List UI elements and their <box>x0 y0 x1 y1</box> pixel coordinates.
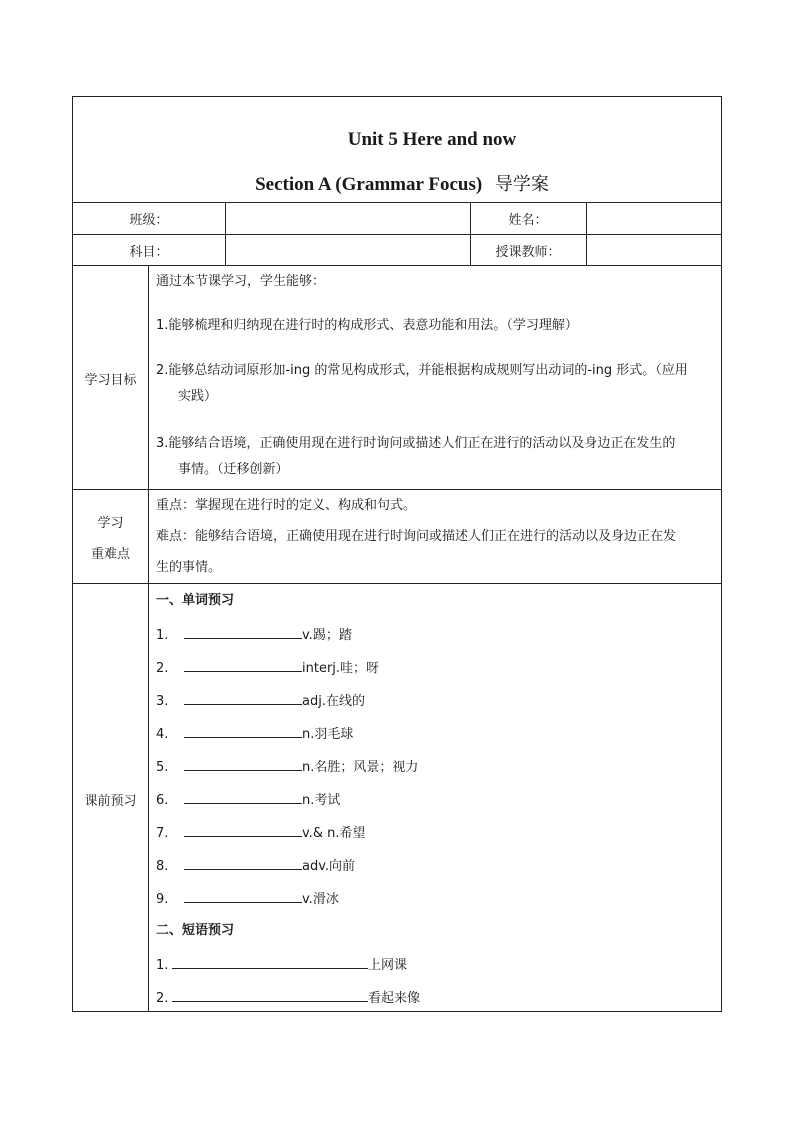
class-label: 班级： <box>129 213 169 228</box>
phrase-item <box>156 988 420 1008</box>
word-item <box>156 889 339 909</box>
word-item <box>156 790 340 810</box>
word-item-number: 6. <box>156 793 169 808</box>
word-item-meaning: v.& n.希望 <box>302 826 366 841</box>
phrase-item-meaning: 看起来像 <box>368 991 421 1006</box>
word-item-meaning: interj.哇；呀 <box>302 661 380 676</box>
page-title: Unit 5 Here and now <box>347 129 517 150</box>
word-item-meaning: n.羽毛球 <box>302 727 354 742</box>
keypoints-label-line2: 重难点 <box>90 547 130 562</box>
phrase-answer-blank[interactable] <box>172 955 368 969</box>
word-item <box>156 625 352 645</box>
objectives-label: 学习目标 <box>84 373 137 388</box>
word-item-meaning: adv.向前 <box>302 859 356 874</box>
preview-label: 课前预习 <box>84 794 137 809</box>
word-answer-blank[interactable] <box>184 757 302 771</box>
objectives-intro: 通过本节课学习，学生能够： <box>156 274 326 289</box>
phrase-item-number: 1. <box>156 958 169 973</box>
section-phrase-preview-title: 二、短语预习 <box>156 923 235 938</box>
word-answer-blank[interactable] <box>184 823 302 837</box>
keypoints-label-line1: 学习 <box>97 516 124 531</box>
word-item-number: 7. <box>156 826 169 841</box>
word-item-meaning: v.踢；踏 <box>302 628 352 643</box>
page-subtitle <box>73 170 721 196</box>
objective-item-3: 3.能够结合语境，正确使用现在进行时询问或描述人们正在进行的活动以及身边正在发生的 <box>156 436 676 451</box>
teacher-label: 授课教师： <box>495 245 561 260</box>
name-field[interactable] <box>587 203 721 234</box>
word-answer-blank[interactable] <box>184 625 302 639</box>
col-divider <box>148 265 149 1012</box>
row-divider <box>73 489 721 490</box>
word-item-number: 8. <box>156 859 169 874</box>
objective-item-1: 1.能够梳理和归纳现在进行时的构成形式、表意功能和用法。（学习理解） <box>156 318 578 333</box>
row-divider <box>73 265 721 266</box>
phrase-item-meaning: 上网课 <box>368 958 408 973</box>
word-answer-blank[interactable] <box>184 691 302 705</box>
phrase-answer-blank[interactable] <box>172 988 368 1002</box>
word-item-number: 4. <box>156 727 169 742</box>
word-item-number: 1. <box>156 628 169 643</box>
word-item <box>156 757 418 777</box>
word-item-meaning: n.考试 <box>302 793 341 808</box>
teacher-field[interactable] <box>587 235 721 265</box>
word-answer-blank[interactable] <box>184 724 302 738</box>
subtitle-cn: 导学案 <box>494 174 549 195</box>
class-field[interactable] <box>226 203 470 234</box>
word-item-meaning: n.名胜；风景；视力 <box>302 760 419 775</box>
key-difficulty: 难点：能够结合语境，正确使用现在进行时询问或描述人们正在进行的活动以及身边正在发 <box>156 529 677 544</box>
word-item <box>156 823 365 843</box>
phrase-item-number: 2. <box>156 991 169 1006</box>
name-label: 姓名： <box>508 213 548 228</box>
word-answer-blank[interactable] <box>184 889 302 903</box>
subtitle-en: Section A (Grammar Focus) <box>255 174 483 195</box>
section-word-preview-title: 一、单词预习 <box>156 593 235 608</box>
phrase-item <box>156 955 407 975</box>
word-item-number: 2. <box>156 661 169 676</box>
word-item-number: 3. <box>156 694 169 709</box>
word-item-meaning: adj.在线的 <box>302 694 365 709</box>
objective-item-2: 2.能够总结动词原形加-ing 的常见构成形式，并能根据构成规则写出动词的-ing 形式。（应用 <box>156 363 688 378</box>
worksheet-table <box>72 96 722 1012</box>
subject-label: 科目： <box>129 245 169 260</box>
objective-item-2-cont: 实践） <box>178 389 218 404</box>
word-item <box>156 724 353 744</box>
subject-field[interactable] <box>226 235 470 265</box>
word-item-number: 5. <box>156 760 169 775</box>
word-item-meaning: v.滑冰 <box>302 892 339 907</box>
word-item <box>156 658 379 678</box>
word-item <box>156 691 365 711</box>
word-item <box>156 856 355 876</box>
key-focus: 重点：掌握现在进行时的定义、构成和句式。 <box>156 498 417 513</box>
key-difficulty-cont: 生的事情。 <box>156 560 222 575</box>
word-answer-blank[interactable] <box>184 790 302 804</box>
word-answer-blank[interactable] <box>184 658 302 672</box>
word-answer-blank[interactable] <box>184 856 302 870</box>
objective-item-3-cont: 事情。（迁移创新） <box>178 462 289 477</box>
word-item-number: 9. <box>156 892 169 907</box>
row-divider <box>73 583 721 584</box>
